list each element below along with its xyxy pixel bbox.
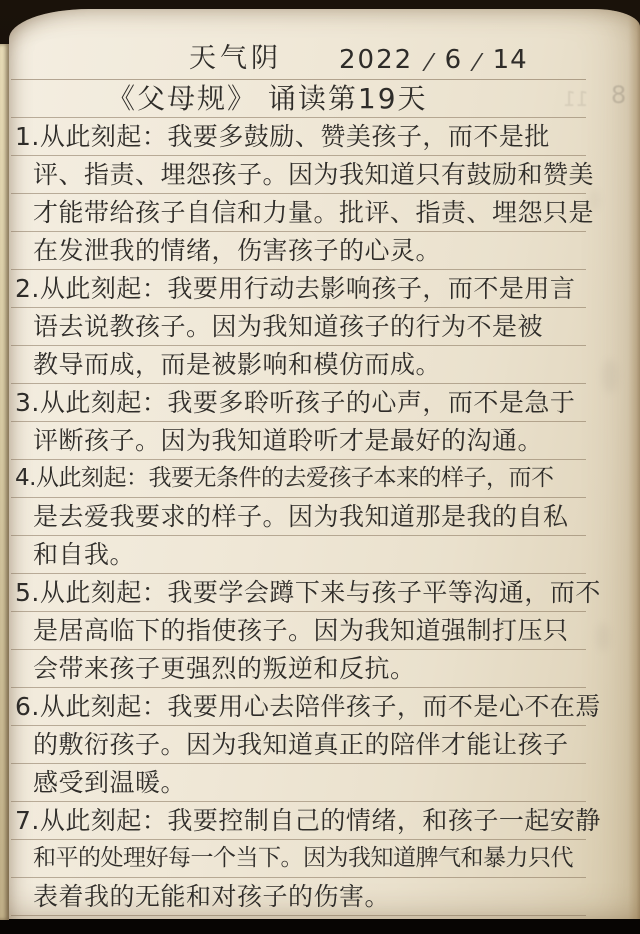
date-month: 6: [444, 45, 462, 75]
date-year: 2022: [339, 45, 414, 75]
handwritten-line: 是居高临下的指使孩子。因为我知道强制打压只: [11, 612, 586, 650]
ruled-lines-area: [11, 80, 601, 916]
handwritten-line: 在发泄我的情绪，伤害孩子的心灵。: [11, 232, 586, 270]
paper-smudge: [602, 359, 618, 393]
paper-smudge: [596, 623, 610, 651]
handwritten-line: 评、指责、埋怨孩子。因为我知道只有鼓励和赞美: [11, 156, 586, 194]
journal-title: 《父母规》 诵读第19天: [11, 80, 586, 118]
handwritten-line: 4.从此刻起：我要无条件的去爱孩子本来的样子，而不: [11, 460, 586, 498]
handwritten-line: 语去说教孩子。因为我知道孩子的行为不是被: [11, 308, 586, 346]
date: [339, 45, 528, 75]
handwritten-line: 6.从此刻起：我要用心去陪伴孩子，而不是心不在焉: [11, 688, 586, 726]
page-content: [9, 9, 640, 919]
bleed-through-mark: 8: [610, 81, 626, 109]
handwritten-line: 评断孩子。因为我知道聆听才是最好的沟通。: [11, 422, 586, 460]
date-day: 14: [492, 45, 528, 75]
handwritten-line: 和自我。: [11, 536, 586, 574]
handwritten-line: 7.从此刻起：我要控制自己的情绪，和孩子一起安静: [11, 802, 586, 840]
handwritten-line: 教导而成，而是被影响和模仿而成。: [11, 346, 586, 384]
handwritten-line: 是去爱我要求的样子。因为我知道那是我的自私: [11, 498, 586, 536]
handwritten-line: 感受到温暖。: [11, 764, 586, 802]
handwritten-line: 和平的处理好每一个当下。因为我知道脾气和暴力只代: [11, 840, 586, 878]
handwritten-line: 1.从此刻起：我要多鼓励、赞美孩子，而不是批: [11, 118, 586, 156]
handwritten-line: 的敷衍孩子。因为我知道真正的陪伴才能让孩子: [11, 726, 586, 764]
handwritten-line: 3.从此刻起：我要多聆听孩子的心声，而不是急于: [11, 384, 586, 422]
handwritten-line: 2.从此刻起：我要用行动去影响孩子，而不是用言: [11, 270, 586, 308]
page-stack-edge: [0, 44, 9, 920]
date-separator-icon: /: [469, 50, 485, 75]
handwritten-line: 才能带给孩子自信和力量。批评、指责、埋怨只是: [11, 194, 586, 232]
notebook-page: [9, 9, 640, 919]
handwritten-line: 表着我的无能和对孩子的伤害。: [11, 878, 586, 916]
handwritten-line: 会带来孩子更强烈的叛逆和反抗。: [11, 650, 586, 688]
diary-header: [11, 25, 586, 80]
bleed-through-mark: 11: [562, 87, 588, 111]
date-separator-icon: /: [421, 50, 437, 75]
weather-note: 天气阴: [189, 43, 282, 74]
handwritten-line: 5.从此刻起：我要学会蹲下来与孩子平等沟通，而不: [11, 574, 586, 612]
